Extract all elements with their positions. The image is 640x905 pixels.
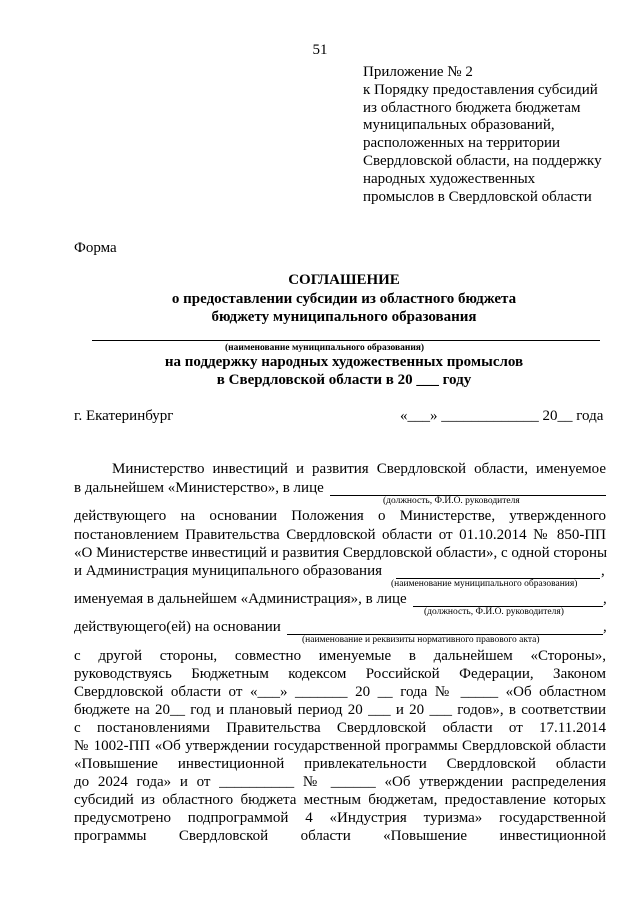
appendix-line: к Порядку предоставления субсидий bbox=[363, 81, 598, 98]
field-caption: (должность, Ф.И.О. руководителя) bbox=[424, 607, 564, 617]
document-title: СОГЛАШЕНИЕ bbox=[288, 272, 400, 288]
document-subtitle: в Свердловской области в 20 ___ году bbox=[216, 372, 472, 388]
municipality-caption: (наименование муниципального образования) bbox=[225, 343, 425, 353]
body-line: Министерство инвестиций и развития Свердловской области, именуемое bbox=[112, 461, 606, 477]
document-subtitle: бюджету муниципального образования bbox=[211, 309, 477, 325]
body-line: «О Министерстве инвестиций и развития Свердловской области», с одной стороны bbox=[74, 545, 608, 561]
city: г. Екатеринбург bbox=[74, 408, 174, 424]
body-line: действующего(ей) на основании bbox=[74, 619, 281, 635]
municipality-blank-line bbox=[92, 340, 600, 341]
body-line: руководствуясь Бюджетным кодексом Российской Федерации, Законом bbox=[74, 666, 606, 682]
appendix-line: промыслов в Свердловской области bbox=[363, 188, 592, 205]
field-caption: (наименование муниципального образования) bbox=[391, 579, 578, 589]
body-line: с постановлениями Правительства Свердловской области от 17.11.2014 bbox=[74, 720, 606, 736]
body-line: до 2024 года» и от __________ № ______ «Об утверждении распределения bbox=[74, 774, 606, 790]
field-caption: (наименование и реквизиты нормативного правового акта) bbox=[302, 635, 540, 645]
page-number: 51 bbox=[312, 42, 328, 58]
body-line: № 1002-ПП «Об утверждении государственной программы Свердловской области bbox=[74, 738, 606, 754]
body-line: действующего на основании Положения о Министерстве, утвержденного bbox=[74, 508, 606, 524]
body-line: предусмотрено подпрограммой 4 «Индустрия туризма» государственной bbox=[74, 810, 606, 826]
field-caption: (должность, Ф.И.О. руководителя bbox=[383, 496, 520, 506]
body-line: постановлением Правительства Свердловской области от 01.10.2014 № 850-ПП bbox=[74, 527, 606, 543]
appendix-line: расположенных на территории bbox=[363, 135, 561, 152]
body-line: бюджете на 20__ год и плановый период 20 ___ и 20 ___ годов», в соответствии bbox=[74, 702, 606, 718]
appendix-line: муниципальных образований, bbox=[363, 117, 555, 134]
appendix-line: из областного бюджета бюджетам bbox=[363, 99, 581, 116]
body-line: именуемая в дальнейшем «Администрация», в лице bbox=[74, 591, 407, 607]
body-line: и Администрация муниципального образования bbox=[74, 563, 382, 579]
body-line: с другой стороны, совместно именуемые в дальнейшем «Стороны», bbox=[74, 648, 606, 664]
body-line: субсидий из областного бюджета местным бюджетам, предоставление которых bbox=[74, 792, 606, 808]
body-line: программы Свердловской области «Повышение инвестиционной bbox=[74, 828, 606, 844]
appendix-line: Свердловской области, на поддержку bbox=[363, 152, 602, 169]
appendix-header bbox=[363, 64, 602, 206]
appendix-line: Приложение № 2 bbox=[363, 64, 473, 80]
body-line: «Повышение инвестиционной привлекательности Свердловской области bbox=[74, 756, 606, 772]
body-line: Свердловской области от «___» _______ 20 __ года № _____ «Об областном bbox=[74, 684, 606, 700]
document-subtitle: о предоставлении субсидии из областного бюджета bbox=[171, 291, 517, 307]
document-subtitle: на поддержку народных художественных промыслов bbox=[164, 354, 524, 370]
form-label: Форма bbox=[74, 240, 117, 256]
date-blank: «___» _____________ 20__ года bbox=[400, 408, 604, 424]
body-line: в дальнейшем «Министерство», в лице bbox=[74, 480, 324, 496]
appendix-line: народных художественных bbox=[363, 170, 536, 187]
